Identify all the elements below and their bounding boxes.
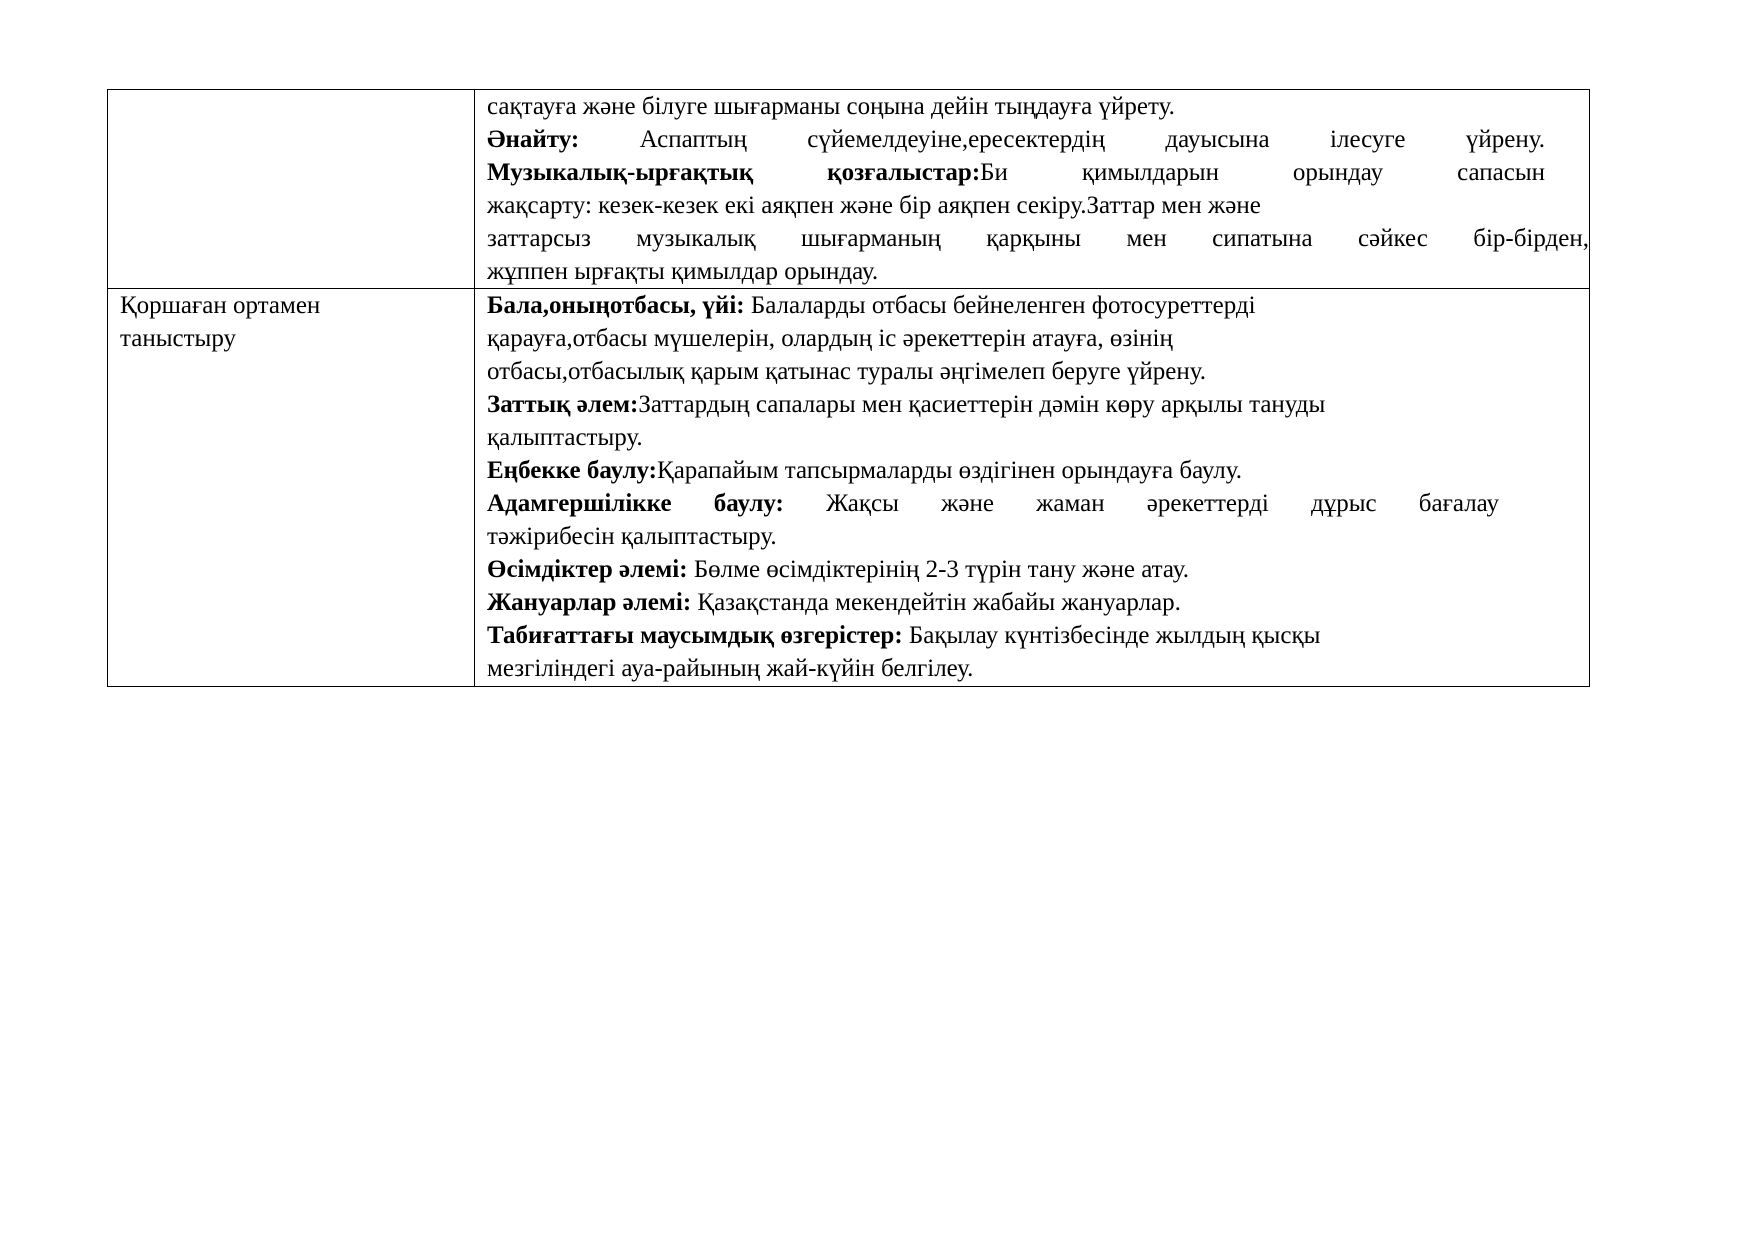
content-line: Табиғаттағы маусымдық өзгерістер: Бақылау күнтізбесінде жылдың қысқы bbox=[487, 622, 1321, 649]
content-cell bbox=[475, 90, 1590, 289]
content-line: жақсарту: кезек-кезек екі аяқпен және бір аяқпен секіру.Заттар мен және bbox=[487, 192, 1261, 219]
content-line: Өсімдіктер әлемі: Бөлме өсімдіктерінің 2-3 түрін тану және атау. bbox=[487, 556, 1189, 583]
content-line: қарауға,отбасы мүшелерін, олардың іс әрекеттерін атауға, өзінің bbox=[487, 325, 1173, 352]
section-name: Қоршаған ортамен таныстыру bbox=[120, 292, 321, 352]
content-line: Музыкалық-ырғақтық қозғалыстар:Би қимылдарын орындау сапасын bbox=[487, 159, 1546, 186]
content-cell bbox=[475, 289, 1590, 687]
content-line: заттарсыз музыкалық шығарманың қарқыны мен сипатына сәйкес бір-бірден, bbox=[487, 225, 1589, 252]
table-row bbox=[108, 90, 1590, 289]
content-line: отбасы,отбасылық қарым қатынас туралы әңгімелеп беруге үйрену. bbox=[487, 358, 1207, 385]
content-line: Бала,оныңотбасы, үйі: Балаларды отбасы бейнеленген фотосуреттерді bbox=[487, 292, 1256, 319]
curriculum-table bbox=[107, 89, 1590, 687]
content-line: Адамгершілікке баулу: Жақсы және жаман әрекеттерді дұрыс бағалау bbox=[487, 490, 1499, 517]
table-row bbox=[108, 289, 1590, 687]
section-name-cell bbox=[108, 289, 475, 687]
section-name-cell bbox=[108, 90, 475, 289]
content-line: Заттық әлем:Заттардың сапалары мен қасиеттерін дәмін көру арқылы тануды bbox=[487, 391, 1326, 418]
content-line: сақтауға және білуге шығарманы соңына дейін тыңдауға үйрету. bbox=[487, 93, 1175, 120]
content-line: жұппен ырғақты қимылдар орындау. bbox=[487, 258, 879, 285]
content-line: тәжірибесін қалыптастыру. bbox=[487, 523, 777, 550]
content-line: Әнайту: Аспаптың сүйемелдеуіне,ересектердің дауысына ілесуге үйрену. bbox=[487, 126, 1545, 153]
content-line: қалыптастыру. bbox=[487, 424, 643, 451]
content-line: Еңбекке баулу:Қарапайым тапсырмаларды өздігінен орындауға баулу. bbox=[487, 457, 1243, 484]
content-line: Жануарлар әлемі: Қазақстанда мекендейтін жабайы жануарлар. bbox=[487, 589, 1181, 616]
content-line: мезгіліндегі ауа-райының жай-күйін белгілеу. bbox=[487, 655, 974, 682]
